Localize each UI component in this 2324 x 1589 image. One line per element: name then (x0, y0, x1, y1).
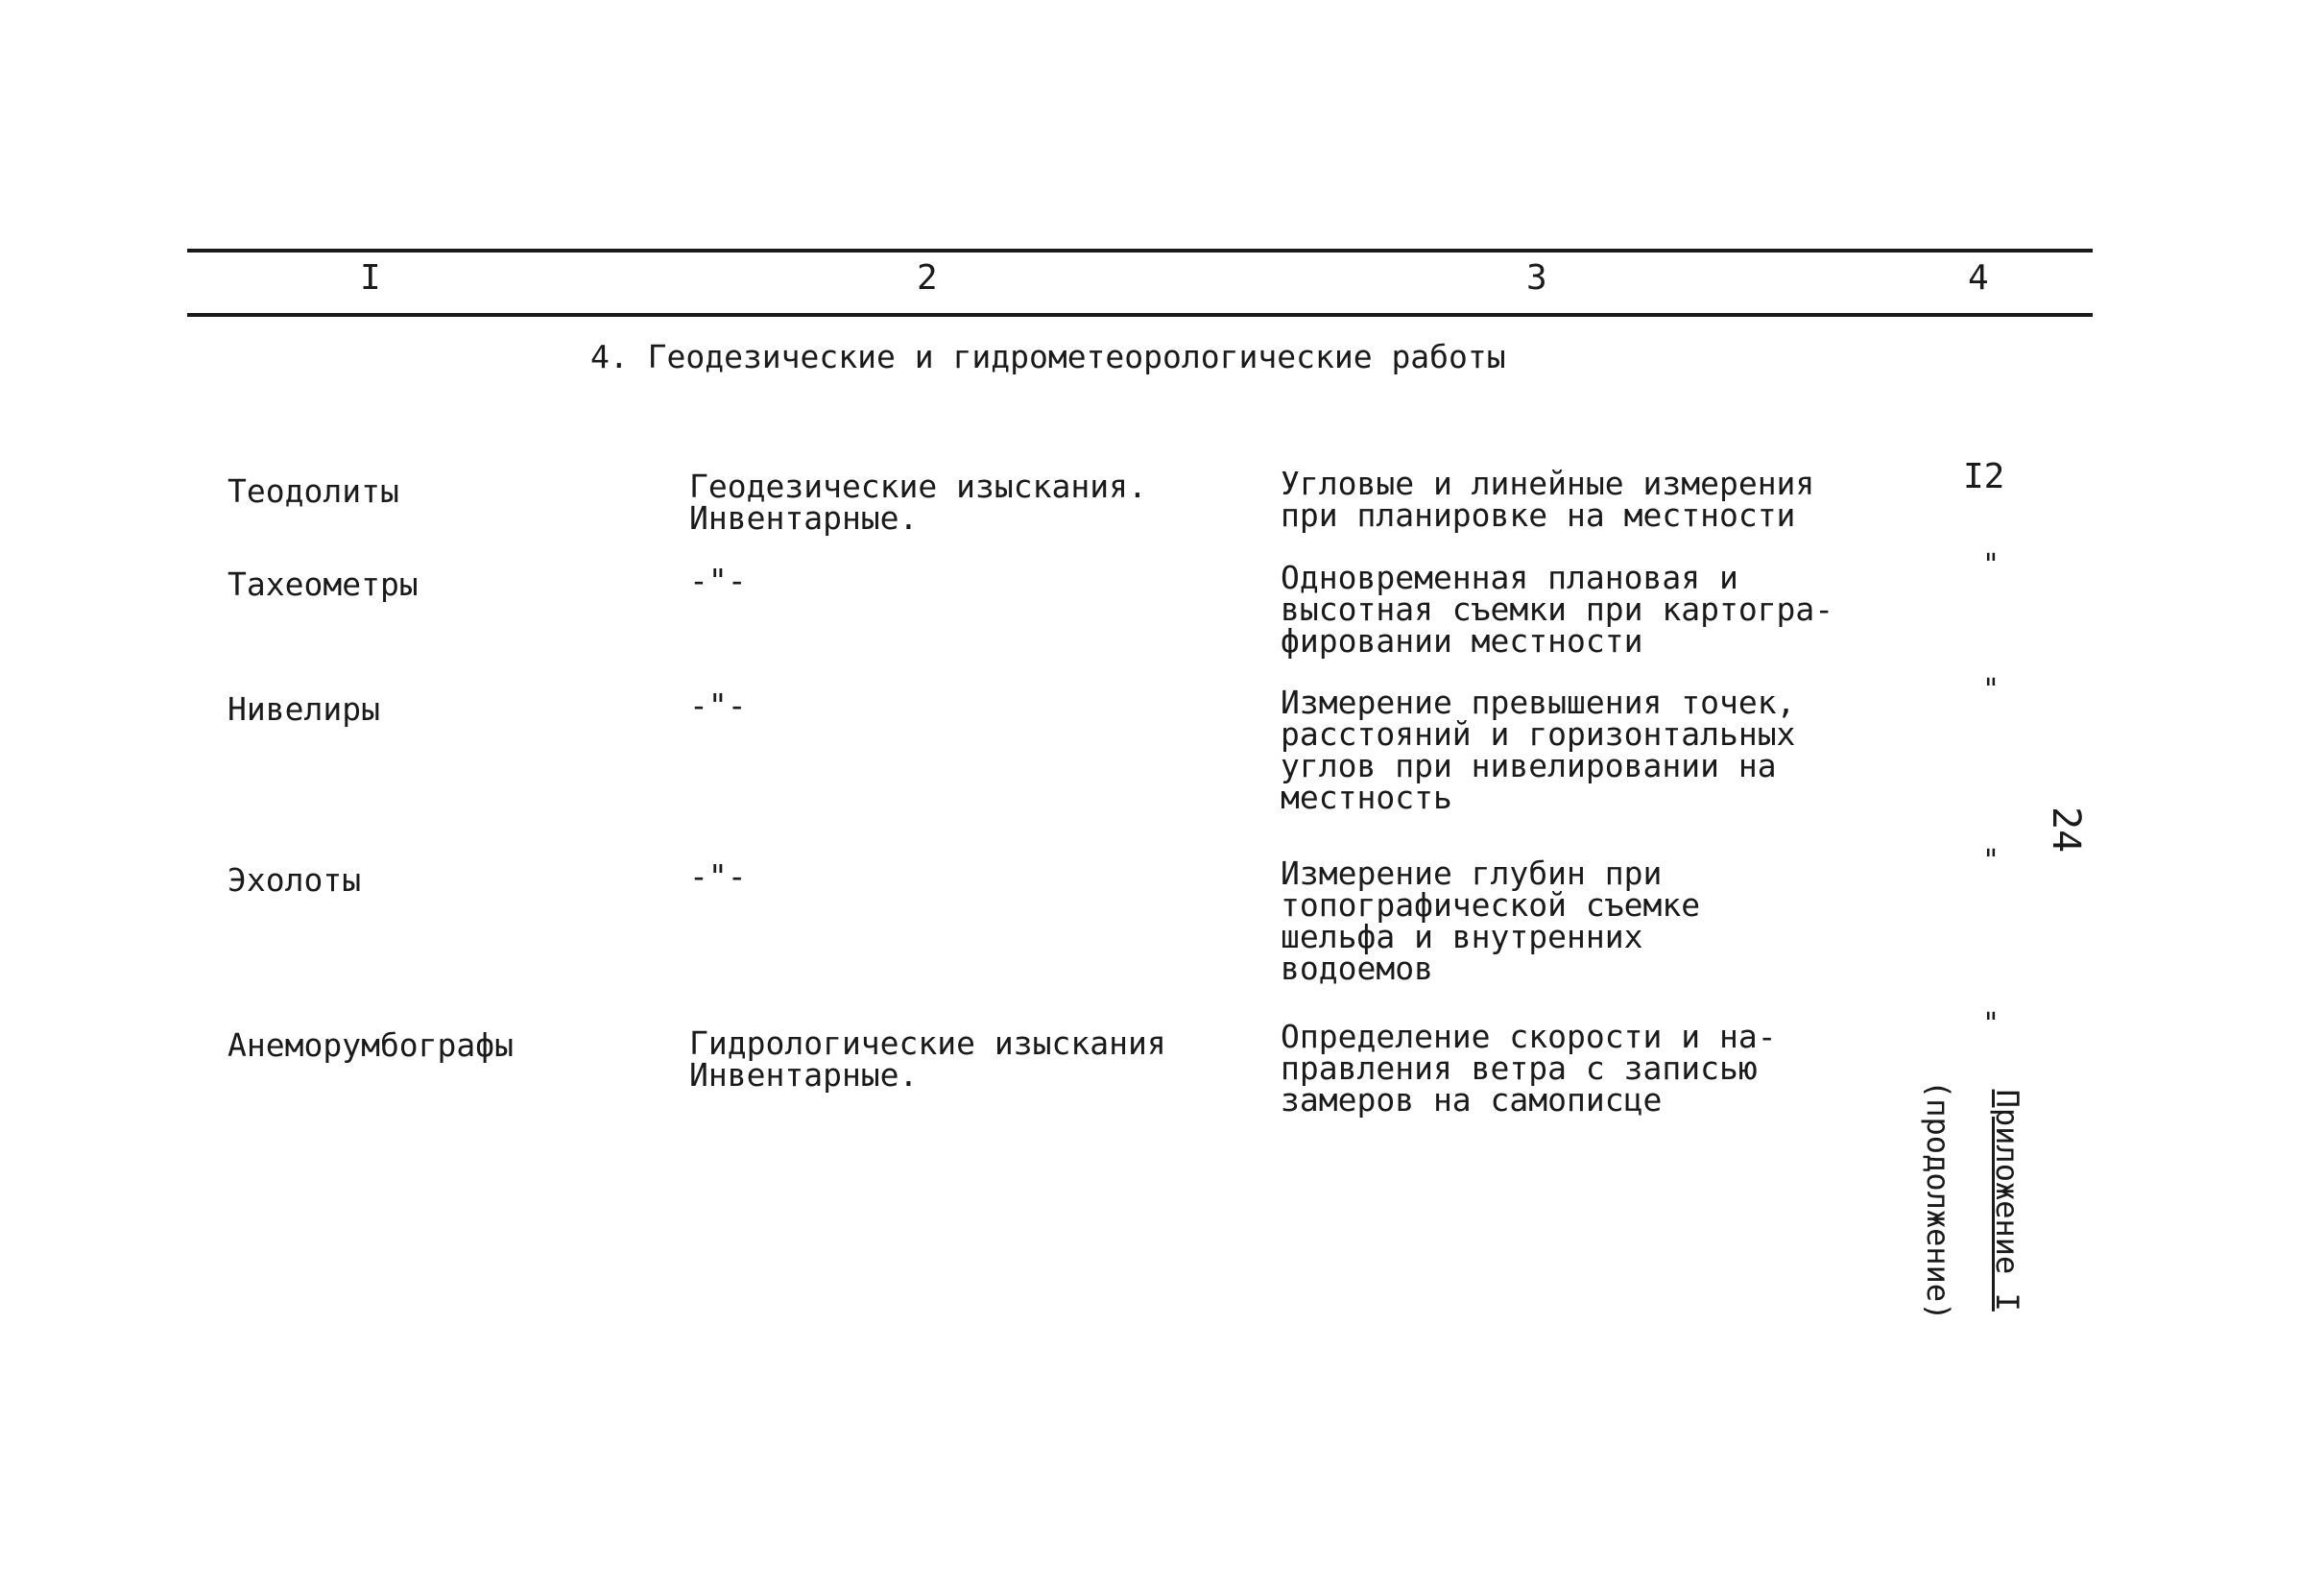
row-5-name: Анеморумбографы (228, 1026, 515, 1064)
column-number-1: I (360, 258, 381, 298)
row-5-value: " (1982, 1007, 2001, 1041)
section-title: 4. Геодезические и гидрометеорологические работы (590, 338, 1506, 375)
row-4-value: " (1982, 844, 2001, 878)
row-2-name: Тахеометры (228, 566, 419, 603)
row-2-purpose: Одновременная плановая и высотная съемки при картогра- фировании местности (1281, 559, 1834, 660)
row-4-purpose: Измерение глубин при топографической съемке шельфа и внутренних водоемов (1281, 855, 1701, 987)
page-number: 24 (2044, 807, 2088, 854)
column-number-4: 4 (1968, 258, 1989, 298)
row-1-purpose: Угловые и линейные измерения при планировке на местности (1281, 465, 1815, 534)
appendix-note (1886, 1080, 2059, 1320)
column-number-2: 2 (917, 258, 938, 298)
row-1-value: I2 (1963, 457, 2005, 496)
row-2-area: -"- (689, 562, 747, 599)
row-3-name: Нивелиры (228, 690, 380, 728)
table-top-rule (187, 249, 2093, 253)
row-1-name: Теодолиты (228, 472, 399, 510)
row-2-value: " (1982, 548, 2001, 582)
row-1-area: Геодезические изыскания. Инвентарные. (689, 468, 1147, 537)
row-3-value: " (1982, 673, 2001, 707)
row-5-purpose: Определение скорости и на- правления ветра с записью замеров на самописце (1281, 1018, 1777, 1119)
table-header-rule (187, 313, 2093, 317)
column-number-3: 3 (1526, 258, 1547, 298)
row-3-purpose: Измерение превышения точек, расстояний и горизонтальных углов при нивелировании на местность (1281, 684, 1796, 816)
appendix-label: Приложение I (1989, 1089, 2025, 1312)
row-4-name: Эхолоты (228, 861, 362, 899)
row-5-area: Гидрологические изыскания Инвентарные. (689, 1024, 1166, 1094)
appendix-continuation: (продолжение) (1920, 1080, 1956, 1321)
row-4-area: -"- (689, 857, 747, 895)
row-3-area: -"- (689, 686, 747, 724)
